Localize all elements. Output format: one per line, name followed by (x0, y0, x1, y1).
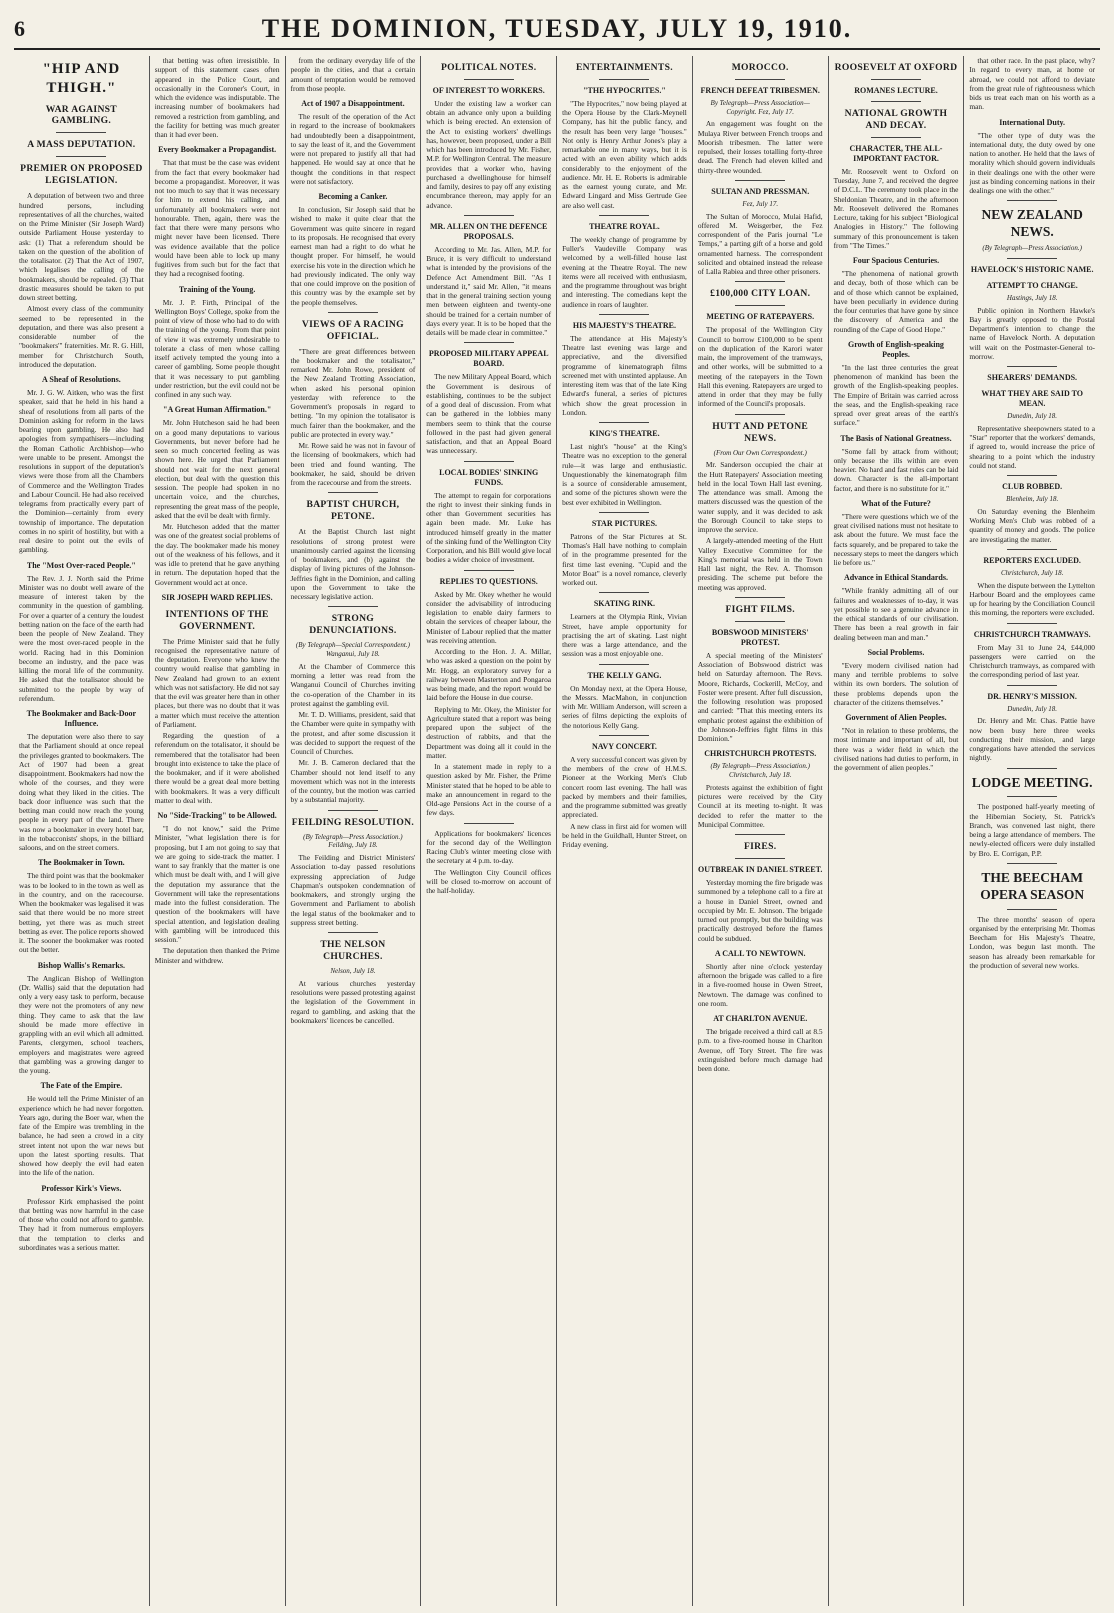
article-paragraph: The Wellington City Council offices will be closed to-morrow on account of the half-holiday. (426, 867, 552, 896)
article-paragraph: Almost every class of the community seemed to be represented in the deputation, and there was also present a considerable number of the "bookmakers'" fraternities. Mr. R. G. Hill, member for Christchurch South, introduced the deputation. (19, 304, 144, 369)
article-paragraph: Applications for bookmakers' licences for the second day of the Wellington Racing Club's winter meeting close with the secretary at 4 p.m. to-day. (426, 828, 552, 866)
section-heading: FEILDING RESOLUTION. (291, 816, 415, 828)
subheading: SULTAN AND PRESSMAN. (711, 186, 810, 196)
subheading: Every Bookmaker a Propagandist. (158, 145, 277, 155)
section-heading: NATIONAL GROWTH AND DECAY. (844, 107, 948, 131)
column-rule (871, 101, 921, 102)
newspaper-columns (14, 56, 1100, 1606)
column-rule (1007, 685, 1057, 686)
column-rule (1007, 200, 1057, 201)
article-paragraph: "I do not know," said the Prime Minister, "what legislation there is for proposing, but I am not going to say that we are going to side-track the matter. I want to say frankly that the matter is one which must be dealt with, and I will give the deputation my assurance that the Government will take the representations made into the fullest consideration. The question of the bookmakers will have special attention, and legislation dealing with gambling will be introduced this session." (154, 824, 280, 945)
column-rule (599, 664, 649, 665)
column-7 (829, 56, 965, 1606)
article-paragraph: The postponed half-yearly meeting of the Hibernian Society, St. Patrick's Branch, was convened last night, there being a large attendance of members. The newly-elected officers were duly installed by Bro. E. Corrigan, P.P. (969, 802, 1095, 858)
article-paragraph: "The other type of duty was the international duty, the duty owed by one nation to another. He held that the laws of morality which should govern individuals in their dealings one with the other were just as binding concerning nations in their dealings one with the other." (969, 130, 1095, 195)
article-paragraph: The proposal of the Wellington City Council to borrow £100,000 to be spent on the duplication of the Karori water main, the improvement of the tramways, and other works, will be submitted to a meeting of the ratepayers in the Town Hall this evening. Ratepayers are urged to attend in order that they may be fully informed of the Council's proposals. (697, 325, 823, 409)
article-paragraph: The deputation then thanked the Prime Minister and withdrew. (154, 946, 280, 965)
column-rule (1007, 768, 1057, 769)
column-rule (1007, 909, 1057, 910)
subheading: REPORTERS EXCLUDED. (983, 555, 1081, 565)
article-paragraph: Mr. J. P. Firth, Principal of the Wellington Boys' College, spoke from the point of view of those who had to do with the training of the young. From that point of view it was extremely undesirable to tolerate a class of men whose calling itself actively tempted the young into a career of gambling. Some people thought that it was necessary to put gambling under restriction, but the evil could not be confined in any such way. (154, 297, 280, 399)
section-heading: VIEWS OF A RACING OFFICIAL. (301, 318, 404, 342)
article-paragraph: On Saturday evening the Blenheim Working Men's Club was robbed of a quantity of money and goods. The police are investigating the matter. (969, 506, 1095, 544)
column-rule (599, 422, 649, 423)
section-heading: BAPTIST CHURCH, PETONE. (306, 499, 400, 523)
dateline: Blenheim, July 18. (1006, 495, 1059, 503)
subheading: CHRISTCHURCH PROTESTS. (704, 749, 817, 759)
article-paragraph: "In the last three centuries the great phenomenon of mankind has been the growth of the English-speaking peoples. The Empire of Britain was carried across the seas, and the English-speaking race spread over great areas of the earth's surface." (833, 362, 959, 428)
dateline: By Telegraph—Press Association—Copyright. Fez, July 17. (710, 98, 810, 116)
column-rule (871, 137, 921, 138)
article-paragraph: At various churches yesterday resolutions were passed protesting against the legislation of the Government in regard to gambling, and asking that the bookmakers' licences be cancelled. (290, 978, 416, 1025)
article-paragraph: The new Military Appeal Board, which the Government is desirous of establishing, continues to be the subject of a good deal of discussion. From what can be gathered in the lobbies many members seem to think that the course followed in the past had given general satisfaction, and that an Appeal Board was unnecessary. (426, 372, 552, 456)
subheading: Four Spacious Centuries. (852, 256, 940, 266)
column-rule (735, 858, 785, 859)
subheading: KING'S THEATRE. (589, 429, 660, 439)
column-rule (735, 180, 785, 181)
column-rule (328, 492, 378, 493)
subheading: REPLIES TO QUESTIONS. (439, 576, 538, 586)
article-paragraph: On Monday next, at the Opera House, the Messrs. MacMahon, in conjunction with Mr. William Anderson, will screen a series of films depicting the exploits of the notorious Kelly Gang. (562, 683, 687, 730)
subheading: Professor Kirk's Views. (41, 1183, 122, 1193)
section-heading: WAR AGAINST GAMBLING. (45, 103, 118, 127)
article-paragraph: At the Baptist Church last night resolutions of strong protest were unanimously carried against the licensing of bookmakers, and (b) against the display of living pictures of the Johnson-Jeffries fight in the Dominion, and calling upon the Government to take the necessary legislative action. (290, 527, 416, 602)
column-rule (735, 79, 785, 80)
article-paragraph: The weekly change of programme by Fuller's Vaudeville Company was welcomed by a well-filled house last evening at the Theatre Royal. The new items were all received with enthusiasm, and the programme throughout was bright and interesting. The comedians kept the audience in roars of laughter. (562, 234, 687, 309)
subheading: The "Most Over-raced People." (26, 560, 136, 570)
article-paragraph: Mr. T. D. Williams, president, said that the Chamber were quite in sympathy with the protest, and after some discussion it was decided to support the request of the Council of Churches. (290, 710, 416, 757)
column-rule (464, 823, 514, 824)
article-paragraph: The Prime Minister said that he fully recognised the representative nature of the deputation. Everyone who knew the country would realise that gambling in New Zealand had grown to an extent which was not satisfactory. He did not say that the evil was greater here than in other places, but there was no doubt that it was a matter which must receive the attention of Parliament. (154, 636, 280, 729)
subheading: THE KELLY GANG. (587, 670, 662, 680)
article-paragraph: Under the existing law a worker can obtain an advance only upon a building which is being erected. An extension of the Act to existing workers' dwellings has, however, been proposed, under a Bill which has been introduced by Mr. Fisher, M.P. for Wellington Central. The measure provides that a worker who, having purchased a dwellinghouse for himself and family, desires to pay off any existing encumbrance thereon, may apply for an advance. (426, 98, 552, 210)
column-rule (56, 156, 106, 157)
article-paragraph: The Feilding and District Ministers' Association to-day passed resolutions expressing appreciation of Judge Chapman's outspoken condemnation of bookmakers, and strongly urging the Government and Parliament to abolish the legal status of the bookmaker and to suppress street betting. (290, 853, 416, 927)
article-paragraph: Patrons of the Star Pictures at St. Thomas's Hall have nothing to complain of in the programme presented for the first time last evening. "Cupid and the Motor Boat" is a novel romance, cleverly worked out. (562, 531, 687, 588)
section-headline: NEW ZEALAND NEWS. (981, 207, 1083, 240)
column-6 (693, 56, 829, 1606)
article-paragraph: The attendance at His Majesty's Theatre last evening was large and appreciative, and the diversified programme of kinematograph films screened met with unstinted applause. An interesting item was that of the late King Edward's funeral, a series of pictures which show the great procession in London. (562, 333, 687, 417)
article-paragraph: "Some fall by attack from without; only because the ills within are even heavier. No hard and fast rules can be laid down. Character is the all-important factor, and there is no substitute for it." (833, 446, 959, 493)
subheading: Bishop Wallis's Remarks. (37, 960, 125, 970)
subheading: Becoming a Canker. (318, 192, 388, 201)
section-heading: MOROCCO. (731, 62, 789, 73)
section-headline: THE BEECHAM OPERA SEASON (980, 869, 1085, 902)
article-paragraph: Replying to Mr. Okey, the Minister for Agriculture stated that a report was being prepared upon the subject of the destruction of rabbits, and that the Department was doing all it could in the matter. (426, 704, 552, 760)
column-rule (1007, 623, 1057, 624)
dateline: (By Telegraph—Press Association.) Christchurch, July 18. (710, 762, 810, 780)
section-heading: FIRES. (743, 841, 777, 853)
article-paragraph: The brigade received a third call at 8.5 p.m. to a five-roomed house in Charlton Avenue, off Tory Street. The fire was extinguished before much damage had been done. (697, 1027, 823, 1074)
subheading: CHRISTCHURCH TRAMWAYS. (973, 629, 1091, 639)
article-paragraph: that betting was often irresistible. In support of this statement cases often appeared in the Police Court, and occasionally in the Coroner's Court, in which the evidence was indisputable. The increasing number of bookmakers had removed a restriction from gambling, and the facility for betting was much greater than it had ever been. (154, 56, 280, 139)
column-rule (735, 597, 785, 598)
subheading: OF INTEREST TO WORKERS. (432, 85, 545, 95)
subheading: FRENCH DEFEAT TRIBESMEN. (700, 85, 820, 95)
article-paragraph: The three months' season of opera organised by the enterprising Mr. Thomas Beecham for His Majesty's Theatre, London, was begun last month. The season has already been remarkable for the production of several new works. (969, 914, 1095, 970)
column-rule (1007, 549, 1057, 550)
subheading: The Bookmaker in Town. (38, 858, 125, 868)
subheading: SIR JOSEPH WARD REPLIES. (161, 592, 273, 602)
subheading: NAVY CONCERT. (591, 741, 657, 751)
section-heading: £100,000 CITY LOAN. (710, 288, 811, 300)
column-rule (464, 570, 514, 571)
subheading: Growth of English-speaking Peoples. (848, 339, 944, 359)
column-rule (328, 932, 378, 933)
subheading: STAR PICTURES. (591, 518, 658, 528)
column-rule (1007, 796, 1057, 797)
article-paragraph: The Anglican Bishop of Wellington (Dr. Wallis) said that the deputation had only a very easy task to perform, because they were not the promoters of any new thing. They came to ask that the law should be made more effective in grappling with an evil which all admitted. Parents, clergymen, school teachers, employers and magistrates were agreed that gambling was a growing danger to the young. (19, 973, 144, 1076)
article-paragraph: According to Mr. Jas. Allen, M.P. for Bruce, it is very difficult to understand what is intended by the provisions of the Defence Act Amendment Bill. "As I understand it," said Mr. Allen, "it means that in the general training section young men between eighteen and twenty-one should be trained for a certain number of days every year. It is to be hoped that the details will be made clear in committee." (426, 244, 552, 338)
article-paragraph: Public opinion in Northern Hawke's Bay is greatly opposed to the Postal Department's intention to change the name of Havelock North. A deputation will wait on the Postmaster-General to-morrow. (969, 305, 1095, 361)
section-heading: FIGHT FILMS. (725, 603, 795, 615)
subheading: MEETING OF RATEPAYERS. (706, 312, 815, 322)
subheading: SKATING RINK. (593, 599, 656, 609)
article-paragraph: Yesterday morning the fire brigade was summoned by a telephone call to a fire at a house in Daniel Street, owned and occupied by Mr. E. Johnson. The brigade turned out promptly, but the building was practically destroyed before the flames could be subdued. (697, 878, 823, 943)
subheading: "THE HYPOCRITES." (583, 85, 666, 95)
column-rule (56, 132, 106, 133)
column-rule (735, 281, 785, 282)
newspaper-title: THE DOMINION, TUESDAY, JULY 19, 1910. (261, 14, 853, 43)
column-5 (557, 56, 693, 1606)
article-paragraph: The third point was that the bookmaker was to be looked to in the town as well as in the country, and on the racecourse. When the bookmaker was legalised it was said that there would be no more street betting, yet there was as much street betting as ever. The police reports showed it. The sooner the bookmaker was rooted out the better. (19, 871, 144, 955)
article-paragraph: Regarding the question of a referendum on the totalisator, it should be remembered that the totalisator had been brought into existence to take the place of the bookmaker, and if it were abolished there would be a great deal more betting with bookmakers. It was a very difficult matter to deal with. (154, 731, 280, 805)
subheading: International Duty. (999, 117, 1066, 127)
article-paragraph: Mr. Roosevelt went to Oxford on Tuesday, June 7, and received the degree of D.C.L. The ceremony took place in the Sheldonian Theatre, and in the afternoon Mr. Roosevelt delivered the Romanes Lecture, taking for his subject "Biological Analogies in History." The following summary of this pronouncement is taken from "The Times." (833, 166, 959, 250)
section-heading: POLITICAL NOTES. (440, 62, 537, 73)
column-rule (735, 305, 785, 306)
column-rule (328, 810, 378, 811)
column-rule (599, 314, 649, 315)
article-paragraph: A very successful concert was given by the members of the crew of H.M.S. Pioneer at the Working Men's Club concert room last evening. The hall was packed by members and their families, and the programme submitted was greatly appreciated. (562, 754, 687, 820)
subheading: BOBSWOOD MINISTERS' PROTEST. (711, 627, 809, 647)
article-paragraph: The result of the operation of the Act in regard to the increase of bookmakers had undoubtedly been a disappointment, to say the least of it, and the Government were not prepared to justify all that had happened. He would say at once that he thought the conditions in that respect were not satisfactory. (290, 112, 416, 186)
page-number: 6 (14, 16, 25, 41)
column-rule (464, 79, 514, 80)
article-paragraph: Protests against the exhibition of fight pictures were received by the City Council at its meeting to-night. It was decided to refer the matter to the Municipal Committee. (697, 782, 823, 829)
article-paragraph: Mr. Hutcheson added that the matter was one of the greatest social problems of the day. The bookmaker made his money out of the weakness of his fellows, and it was idle to pretend that he gave anything in return. The deputation hoped that the Government would act at once. (154, 522, 280, 587)
subheading: A CALL TO NEWTOWN. (714, 948, 806, 958)
article-paragraph: A largely-attended meeting of the Hutt Valley Executive Committee for the King's memorial was held in the Town Hall last night, the Rev. A. Thomson presiding. The scheme put before the meeting was approved. (697, 536, 823, 592)
dateline: (By Telegraph—Special Correspondent.) Wanganui, July 18. (295, 641, 410, 659)
article-paragraph: Shortly after nine o'clock yesterday afternoon the brigade was called to a fire in a five-roomed house in Owen Street, Newtown. The damage was confined to one room. (697, 961, 823, 1008)
article-paragraph: Representative sheepowners stated to a "Star" reporter that the workers' demands, if agreed to, would increase the price of shearing to a point which the industry could not stand. (969, 423, 1095, 470)
subheading: What of the Future? (861, 498, 931, 508)
column-rule (1007, 366, 1057, 367)
column-rule (464, 461, 514, 462)
section-heading: HUTT AND PETONE NEWS. (712, 420, 809, 444)
section-heading: STRONG DENUNCIATIONS. (309, 613, 397, 637)
subheading: HAVELOCK'S HISTORIC NAME. (970, 264, 1094, 274)
subheading: LOCAL BODIES' SINKING FUNDS. (439, 467, 539, 487)
article-paragraph: In a statement made in reply to a question asked by Mr. Fisher, the Prime Minister stated that he hoped to be able to make an announcement in regard to the Old-age Pensions Act in the course of a few days. (426, 762, 552, 818)
subheading: Advance in Ethical Standards. (843, 573, 948, 583)
subheading: Act of 1907 a Disappointment. (301, 99, 405, 108)
subheading: Social Problems. (867, 647, 925, 657)
column-rule (464, 342, 514, 343)
article-paragraph: "The phenomena of national growth and decay, both of those which can be and of those which cannot be explained, have been peculiarly in evidence during the four centuries that have gone by since the discovery of America and the rounding of the Cape of Good Hope." (833, 269, 959, 334)
subheading: MR. ALLEN ON THE DEFENCE PROPOSALS. (429, 221, 548, 241)
article-paragraph: According to the Hon. J. A. Millar, who was asked a question on the point by Mr. Hogg, an exploratory survey for a railway between Masterton and Pongaroa was being made, and the report would be laid before the House in due course. (426, 647, 552, 703)
column-1 (14, 56, 150, 1606)
article-paragraph: "Every modern civilised nation had many and terrible problems to solve within its own borders. The solution of these problems depends upon the character of the citizens themselves." (833, 660, 959, 707)
column-rule (735, 621, 785, 622)
column-rule (599, 735, 649, 736)
article-paragraph: The deputation were also there to say that the Parliament should at once repeal the privileges granted to bookmakers. The Act of 1907 had been a great disappointment. Bookmakers had now the whole of the courses, and they were doing what they liked in the cities. The back door influence was such that the betting man could now reach the young people in every part of the land. There was now a bookmaker in every hotel bar, in the tobacconists' shops, in the billiard saloons, and on the street corners. (19, 732, 144, 853)
column-8 (964, 56, 1100, 1606)
article-paragraph: Mr. J. G. W. Aitken, who was the first speaker, said that he held in his hand a sheaf of resolutions from all parts of the Dominion asking for reform in the laws bearing upon gambling. He also had apologies from sympathisers—including the Roman Catholic Archbishop—who were unable to be present. Amongst the resolutions in support of the deputation's views were those from all the Chambers of Commerce and the Wellington Trades and Labour Council. He had also received telegrams from practically every part of the Dominion—certainly from every township of importance. The deputation comes in no spirit of hostility, but with a real desire to point out the evils of gambling. (19, 388, 144, 555)
article-paragraph: Mr. J. B. Cameron declared that the Chamber should not lend itself to any movement which was not in the interests of the country, but the motion was carried by a substantial majority. (290, 758, 416, 805)
subheading: HIS MAJESTY'S THEATRE. (572, 320, 676, 330)
dateline: Nelson, July 18. (330, 967, 376, 976)
subheading: CHARACTER, THE ALL-IMPORTANT FACTOR. (849, 143, 943, 163)
subheading: AT CHARLTON AVENUE. (713, 1014, 808, 1024)
subheading: No "Side-Tracking" to be Allowed. (157, 811, 277, 821)
section-heading: A MASS DEPUTATION. (27, 139, 136, 151)
article-paragraph: At the Chamber of Commerce this morning a letter was read from the Wanganui Council of Churches inviting the co-operation of the Chamber in its protest against the gambling evil. (290, 661, 416, 708)
subheading: A Sheaf of Resolutions. (42, 375, 121, 385)
article-paragraph: The Sultan of Morocco, Mulai Hafid, offered M. Weisgerber, the Fez correspondent of the Paris journal "Le Temps," a parting gift of a horse and gold ornamented harness. The correspondent solicited and obtained instead the release of Lalla Rabiea and three other prisoners. (697, 211, 823, 277)
dateline: (From Our Own Correspondent.) (713, 448, 807, 457)
article-paragraph: Mr. Sanderson occupied the chair at the Hutt Ratepayers' Association meeting held in the local Town Hall last evening. The attendance was small. Among the matters discussed was the question of the water supply, and it was decided to ask the Borough Council to take steps to improve the service. (697, 460, 823, 535)
article-paragraph: "There were questions which we of the great civilised nations must not hesitate to ask about the future. We must face the facts squarely, and be prepared to take the necessary steps to meet the dangers which lie before us." (833, 511, 959, 568)
section-headline: LODGE MEETING. (971, 774, 1093, 790)
article-paragraph: Learners at the Olympia Rink, Vivian Street, have ample opportunity for practising the art of skating. Last night there was a large attendance, and the session was a most enjoyable one. (562, 612, 687, 659)
column-rule (1007, 863, 1057, 864)
article-paragraph: The Rev. J. J. North said the Prime Minister was no doubt well aware of the measure of interest taken by the community in the question of gambling. For over a quarter of a century the loudest betting nation on the face of the earth had been the people of New Zealand. They were the most over-raced people in the world. Racing had in this Dominion become an industry, and the pace was killing the moral life of the community. He asked that the totalisator should be submitted to the people by way of referendum. (19, 573, 144, 703)
dateline: Dunedin, July 18. (1007, 704, 1058, 713)
dateline: Hastings, July 18. (1006, 293, 1058, 302)
subheading: SHEARERS' DEMANDS. (987, 373, 1078, 382)
column-rule (464, 215, 514, 216)
article-paragraph: Professor Kirk emphasised the point that betting was now harmful in the case of those who could not afford to gamble. They had it from numerous employers that the temptation to clerks and subordinates was a serious matter. (19, 1196, 144, 1252)
article-paragraph: from the ordinary everyday life of the people in the cities, and that a certain amount of temptation would be removed from those people. (290, 56, 416, 93)
subheading: ATTEMPT TO CHANGE. (986, 280, 1078, 290)
article-paragraph: "There are great differences between the bookmaker and the totalisator," remarked Mr. John Rowe, president of the New Zealand Trotting Association, when asked his personal opinion yesterday with reference to the Government's proposals in regard to betting. "In my opinion the totalisator is much fairer than the bookmaker, and the public are protected in every way." (290, 346, 416, 439)
section-heading: INTENTIONS OF THE GOVERNMENT. (165, 608, 269, 632)
column-rule (1007, 475, 1057, 476)
masthead (14, 10, 1100, 50)
subheading: The Bookmaker and Back-Door Influence. (26, 709, 137, 729)
column-rule (599, 79, 649, 80)
article-paragraph: Asked by Mr. Okey whether he would consider the advisability of introducing legislation to enable dairy farmers to obtain the services of cheaper labour, the Minister of Labour replied that the matter was receiving attention. (426, 589, 552, 645)
subheading: ROMANES LECTURE. (854, 85, 938, 95)
article-paragraph: Last night's "house" at the King's Theatre was no exception to the general rule—it was large and enthusiastic. Unquestionably the kinematograph film is a source of considerable amusement, and some of the pictures shown were the best ever exhibited in Wellington. (562, 442, 687, 507)
subheading: Government of Alien Peoples. (845, 713, 947, 723)
article-paragraph: Dr. Henry and Mr. Chas. Pattie have now been busy here three weeks conducting their mission, and large congregations have attended the services nightly. (969, 716, 1095, 763)
subheading: "A Great Human Affirmation." (163, 405, 272, 415)
subheading: The Basis of National Greatness. (840, 433, 952, 443)
dateline: (By Telegraph—Press Association.) Feilding, July 18. (303, 832, 403, 850)
section-heading: THE NELSON CHURCHES. (320, 939, 386, 963)
section-heading: ENTERTAINMENTS. (575, 62, 673, 73)
article-paragraph: "Not in relation to these problems, the most intimate and important of all, but there was a wider field in which the civilised nations had duties to perform, in the government of alien peoples." (833, 726, 959, 773)
dateline: Fez, July 17. (742, 199, 779, 208)
article-paragraph: A special meeting of the Ministers' Association of Bobswood district was held on Saturday afternoon. The Revs. Moore, Richards, Cockerill, McCoy, and Foster were present. After full discussion, the following resolution was proposed and carried: "That this meeting enters its emphatic protest against the exhibition of the Johnson-Jeffries fight films in this Dominion." (697, 650, 823, 744)
article-paragraph: The attempt to regain for corporations the right to invest their sinking funds in other than Government securities has again been made. Mr. Luke has introduced himself greatly in the matter of the sinking fund of the Wellington City Corporation, and his Bill would give local bodies a wider choice of investment. (426, 490, 552, 565)
section-heading: ROOSEVELT AT OXFORD (834, 62, 958, 73)
subheading: PROPOSED MILITARY APPEAL BOARD. (428, 349, 549, 369)
article-paragraph: When the dispute between the Lyttelton Harbour Board and the employees came up for hearing by the Conciliation Council this morning, the reporters were excluded. (969, 580, 1095, 618)
article-paragraph: "The Hypocrites," now being played at the Opera House by the Clark-Meynell Company, has hit the public fancy, and the result has been very large "houses." Not only is Henry Arthur Jones's play a remarkable one in many ways, but it is acted with an even ability which adds considerably to the enjoyment of the audience. Mr. H. E. Roberts is admirable as the earnest young curate, and Mr. Edward Lingard and Miss Gertrude Gee are also well cast. (562, 98, 687, 210)
subheading: OUTBREAK IN DANIEL STREET. (698, 865, 823, 875)
subheading: WHAT THEY ARE SAID TO MEAN. (981, 389, 1083, 408)
column-rule (328, 312, 378, 313)
article-paragraph: In conclusion, Sir Joseph said that he wished to make it quite clear that the Government was quite sincere in regard to its proposals. He recognised that every earnest man had a right to do what he thought proper. For himself, he would exercise his vote in the direction which he had previously indicated. The only way that one could improve on the position of this country was by the example set by the people themselves. (290, 205, 416, 307)
column-4 (421, 56, 557, 1606)
dateline: Christchurch, July 18. (1001, 568, 1064, 577)
column-rule (735, 834, 785, 835)
article-paragraph: That that must be the case was evident from the fact that every bookmaker had become a propagandist. Moreover, it was not too much to say that it was necessary for him to extend his calling, and unfortunately all bookmakers were not honourable. Then, again, there was the fact that there were many persons who might never have been licensed. There was evidence available that the police would have been able to lock up many fugitives from such but for the fact that they had a recognised footing. (154, 158, 280, 279)
article-paragraph: He would tell the Prime Minister of an experience which he had never forgotten. Years ago, during the Boer war, when the fate of the Empire was trembling in the balance, he had seen a crowd in a city street intent not upon the war news but upon the latest sporting results. That showed how deeply the evil had eaten into the life of the nation. (19, 1094, 144, 1178)
column-rule (735, 414, 785, 415)
column-rule (871, 79, 921, 80)
column-rule (328, 606, 378, 607)
column-rule (599, 512, 649, 513)
subheading: DR. HENRY'S MISSION. (987, 691, 1077, 701)
article-paragraph: Mr. John Hutcheson said he had been on a good many deputations to various Governments, but never before had he seen so much concerted feeling as was shown here. He urged that Parliament should not wait for the next general election, but deal with the question this session. The people had spoken in no uncertain voice, and the churches, representing the great mass of the people, asked that the evil be dealt with firmly. (154, 418, 280, 520)
headline: "HIP AND THIGH." (42, 61, 121, 96)
column-3 (286, 56, 422, 1606)
article-paragraph: A new class in first aid for women will be held in the Guildhall, Hunter Street, on Friday evening. (562, 821, 687, 850)
article-paragraph: A deputation of between two and three hundred persons, including representatives of all the churches, waited on the Prime Minister (Sir Joseph Ward) outside Parliament House yesterday to ask: (1) That a referendum should be taken on the question of the abolition of the totalisator. (2) That the Act of 1907, which legalises the calling of the bookmakers, should be repealed. (3) That drastic measures should be taken to put down street betting. (19, 191, 144, 303)
article-paragraph: From May 31 to June 24, £44,000 passengers were carried on the Christchurch tramways, as compared with the corresponding period of last year. (969, 642, 1095, 680)
article-paragraph: that other race. In the past place, why? In regard to every man, at home or abroad, we could not afford to deviate from the great rule of righteousness which bids us treat each man on his worth as a man. (969, 56, 1095, 112)
subheading: The Fate of the Empire. (40, 1081, 123, 1091)
dateline: (By Telegraph—Press Association.) (982, 244, 1082, 252)
article-paragraph: An engagement was fought on the Mulaya River between French troops and Moorish tribesmen. The latter were repulsed, their losses totalling forty-three dead. The French had eleven killed and thirty-three wounded. (697, 119, 823, 175)
subheading: THEATRE ROYAL. (589, 221, 660, 231)
subheading: CLUB ROBBED. (1002, 482, 1063, 491)
section-heading: PREMIER ON PROPOSED LEGISLATION. (20, 163, 143, 187)
column-2 (150, 56, 286, 1606)
article-paragraph: Mr. Rowe said he was not in favour of the licensing of bookmakers, which had been tried and found wanting. The bookmaker, he said, should be driven from the racecourse and from the streets. (290, 441, 416, 488)
column-rule (599, 592, 649, 593)
dateline: Dunedin, July 18. (1007, 412, 1058, 420)
subheading: Training of the Young. (178, 284, 256, 294)
column-rule (1007, 258, 1057, 259)
article-paragraph: "While frankly admitting all of our failures and weaknesses of to-day, it was yet possible to see a genuine advance in the ethical standards of our civilisation. There has been a real growth in fair dealing between man and man." (833, 586, 959, 642)
column-rule (599, 215, 649, 216)
